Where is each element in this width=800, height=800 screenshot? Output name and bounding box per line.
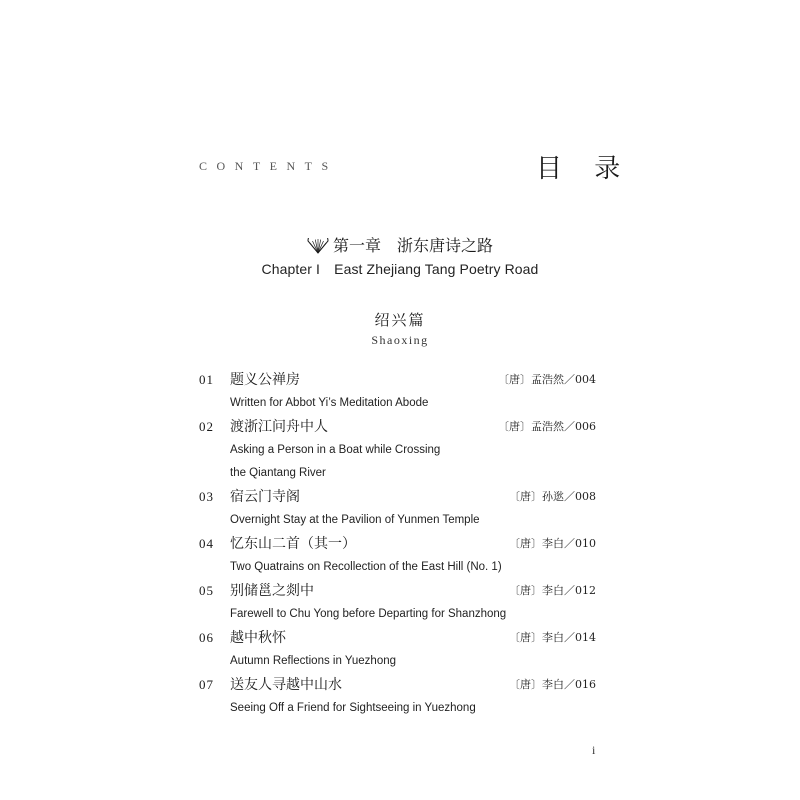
toc-entry[interactable]: [199, 626, 599, 673]
entry-author-page: 〔唐〕李白／012: [509, 584, 596, 597]
contents-heading-en: CONTENTS: [199, 159, 338, 173]
fan-icon: [307, 238, 329, 254]
chapter-heading: [0, 235, 800, 279]
page-number: i: [592, 743, 596, 757]
entry-number: 02: [199, 419, 214, 434]
chapter-title-zh-row: [0, 235, 800, 257]
entry-title-zh: 宿云门寺阁: [230, 489, 300, 505]
entry-title-en: Asking a Person in a Boat while Crossing: [230, 444, 441, 456]
entry-title-zh: 送友人寻越中山水: [230, 677, 342, 693]
toc-entry[interactable]: [199, 368, 599, 415]
toc-entry[interactable]: [199, 415, 599, 485]
entry-title-en: Farewell to Chu Yong before Departing for Shanzhong: [230, 608, 507, 620]
toc-entry[interactable]: [199, 579, 599, 626]
entry-author-page: 〔唐〕孟浩然／004: [498, 373, 596, 386]
entry-number: 07: [199, 677, 214, 692]
entry-title-en: Written for Abbot Yi’s Meditation Abode: [230, 397, 429, 409]
entry-title-zh: 渡浙江问舟中人: [230, 419, 328, 435]
entry-title-en: Seeing Off a Friend for Sightseeing in Yuezhong: [230, 702, 476, 714]
entry-title-en: Overnight Stay at the Pavilion of Yunmen Temple: [230, 514, 480, 526]
entry-title-zh: 别储邕之剡中: [230, 583, 314, 599]
entry-author-page: 〔唐〕李白／010: [509, 537, 596, 550]
entry-number: 05: [199, 583, 214, 598]
entry-title-en-continued: the Qiantang River: [230, 467, 326, 479]
entry-author-page: 〔唐〕李白／014: [509, 631, 596, 644]
entry-number: 04: [199, 536, 214, 551]
chapter-title-zh: 第一章 浙东唐诗之路: [332, 236, 493, 255]
entry-author-page: 〔唐〕李白／016: [509, 678, 596, 691]
entry-author-page: 〔唐〕孟浩然／006: [498, 420, 596, 433]
entry-number: 06: [199, 630, 214, 645]
entry-author-page: 〔唐〕孙逖／008: [509, 490, 596, 503]
section-heading: [0, 310, 800, 348]
contents-heading-zh: 目 录: [536, 154, 633, 184]
section-title-en: Shaoxing: [371, 333, 429, 347]
entry-title-zh: 题义公禅房: [230, 372, 300, 388]
entry-title-zh: 忆东山二首（其一）: [230, 536, 356, 552]
toc-entry[interactable]: [199, 532, 599, 579]
section-title-zh: 绍兴篇: [374, 311, 426, 329]
entry-title-en: Two Quatrains on Recollection of the East Hill (No. 1): [230, 561, 502, 573]
toc-entry[interactable]: [199, 485, 599, 532]
entry-number: 01: [199, 372, 214, 387]
entry-number: 03: [199, 489, 214, 504]
entry-title-en: Autumn Reflections in Yuezhong: [230, 655, 397, 667]
toc-list: [199, 368, 599, 720]
toc-entry[interactable]: [199, 673, 599, 720]
chapter-title-en: Chapter I East Zhejiang Tang Poetry Road: [261, 261, 539, 277]
entry-title-zh: 越中秋怀: [230, 630, 286, 646]
